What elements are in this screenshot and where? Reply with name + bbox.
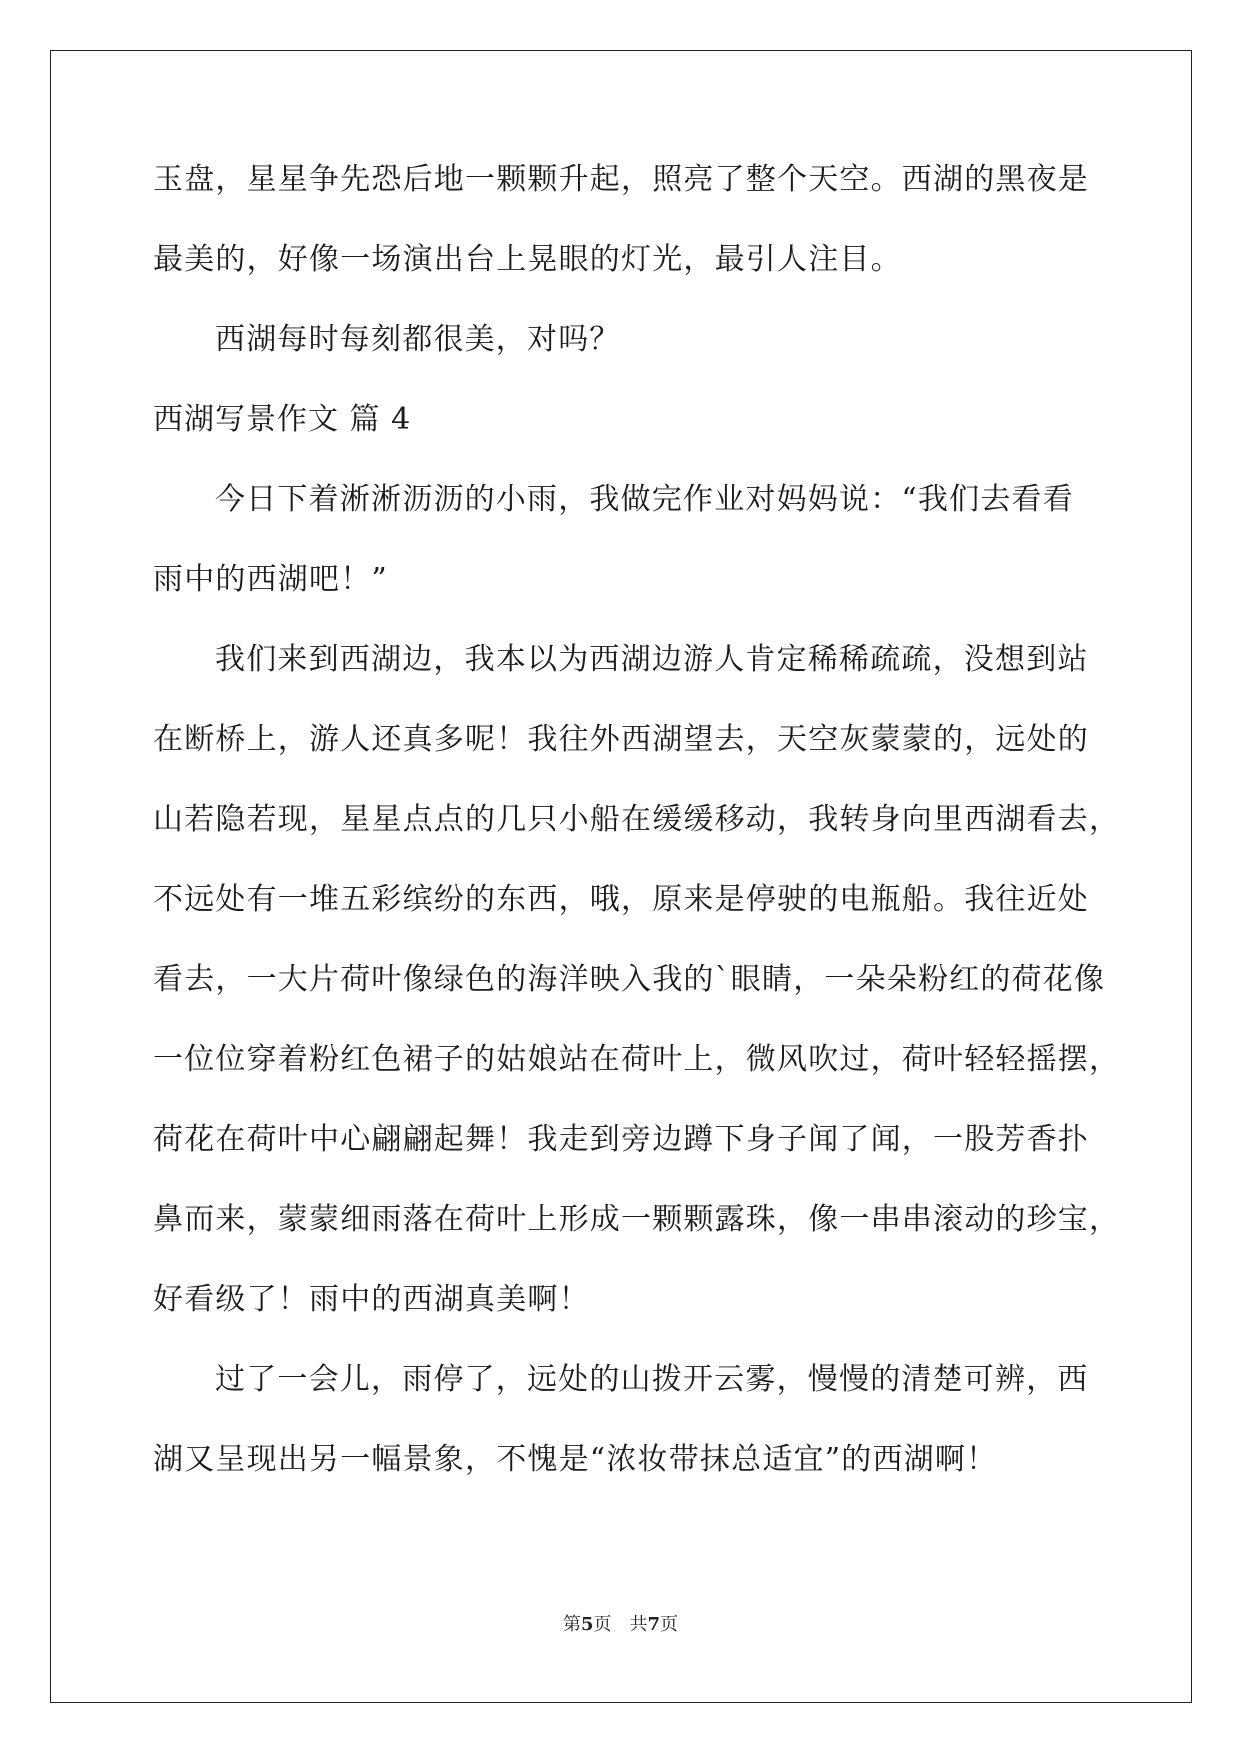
page-current-number: 5 <box>580 1614 594 1635</box>
text-line: 湖又呈现出另一幅景象，不愧是“浓妆带抹总适宜”的西湖啊！ <box>153 1442 998 1477</box>
text-line: 最美的，好像一场演出台上晃眼的灯光，最引人注目。 <box>153 242 902 277</box>
text-line: 今日下着淅淅沥沥的小雨，我做完作业对妈妈说：“我们去看看 <box>215 482 1074 517</box>
section-heading: 西湖写景作文 篇 4 <box>153 402 412 437</box>
page-label-prefix: 第 <box>562 1614 581 1635</box>
text-line: 我们来到西湖边，我本以为西湖边游人肯定稀稀疏疏，没想到站 <box>215 642 1089 677</box>
page-label-mid: 页 共 <box>593 1614 648 1635</box>
text-line: 荷花在荷叶中心翩翩起舞！我走到旁边蹲下身子闻了闻，一股芳香扑 <box>153 1122 1089 1157</box>
text-line: 山若隐若现，星星点点的几只小船在缓缓移动，我转身向里西湖看去， <box>153 802 1121 837</box>
text-line: 玉盘，星星争先恐后地一颗颗升起，照亮了整个天空。西湖的黑夜是 <box>153 162 1089 197</box>
text-line: 过了一会儿，雨停了，远处的山拨开云雾，慢慢的清楚可辨，西 <box>215 1362 1089 1397</box>
text-line: 雨中的西湖吧！” <box>153 562 388 597</box>
text-line: 不远处有一堆五彩缤纷的东西，哦，原来是停驶的电瓶船。我往近处 <box>153 882 1089 917</box>
text-line: 在断桥上，游人还真多呢！我往外西湖望去，天空灰蒙蒙的，远处的 <box>153 722 1089 757</box>
document-body <box>153 160 1121 1520</box>
text-line: 西湖每时每刻都很美，对吗？ <box>215 322 621 357</box>
text-line: 看去，一大片荷叶像绿色的海洋映入我的`眼睛，一朵朵粉红的荷花像 <box>153 962 1106 997</box>
page-total-number: 7 <box>647 1614 661 1635</box>
page-label-suffix: 页 <box>660 1614 679 1635</box>
text-line: 鼻而来，蒙蒙细雨落在荷叶上形成一颗颗露珠，像一串串滚动的珍宝， <box>153 1202 1121 1237</box>
page-footer <box>0 1610 1241 1636</box>
text-line: 一位位穿着粉红色裙子的姑娘站在荷叶上，微风吹过，荷叶轻轻摇摆， <box>153 1042 1121 1077</box>
text-line: 好看级了！雨中的西湖真美啊！ <box>153 1282 590 1317</box>
